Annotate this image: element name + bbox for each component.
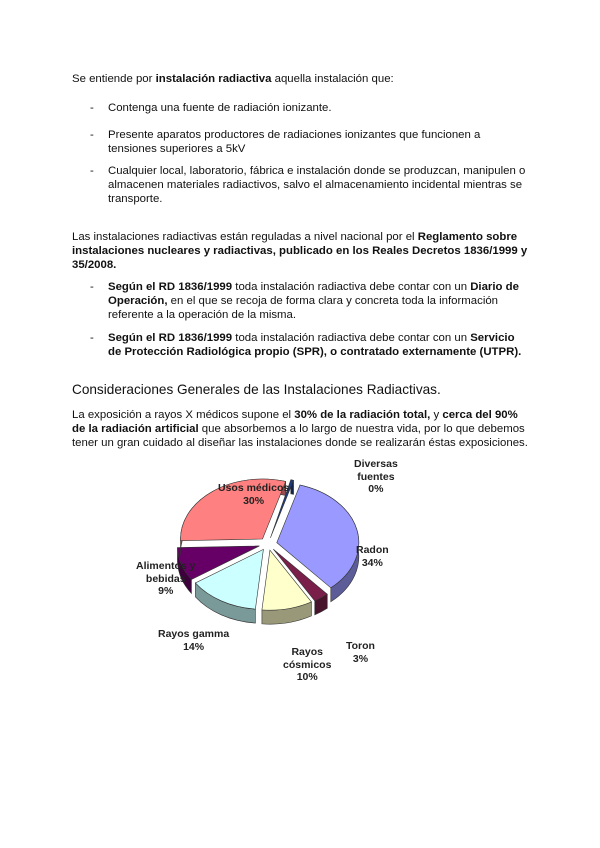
pie-slice-value: 10%: [296, 671, 318, 683]
bold-term: Servicio de Protección Radiológica propio (SPR), o contratado externamente (UTPR).: [108, 332, 522, 358]
pie-slice-value: 0%: [368, 483, 384, 495]
document-page: Se entiende por instalación radiactiva aquella instalación que: - Contenga una fuente de radiación ionizante. - Presente aparatos productores de radiaciones ionizantes que funcionen a tensiones superiores a 5kV - Cualquier local, laboratorio, fábrica e instalación donde se produzcan, manipulen o almacenen materiales radiactivos, salvo el almacenamiento incidental mientras se transporte. Las instalaciones radiactivas están reguladas a nivel nacional por el Reglamento sobre instalaciones nucleares y radiactivas, publicado en los Reales Decretos 1836/1999 y 35/2008. - Según el RD 1836/1999 toda instalación radiactiva debe contar con un Diario de Operación, en el que se recoja de forma clara y concreta toda la información referente a la operación de la misma. - Según el RD 1836/1999 toda instalación radiactiva debe contar con un Servicio de Protección Radiológica propio (SPR), o contratado externamente (UTPR). Consideraciones Generales de las Instalaciones Radiactivas. La exposición a rayos X médicos supone el 30% de la radiación total, y cerca del 90% de la radiación artificial que absorbemos a lo largo de nuestra vida, por lo que debemos tener un gran cuidado al diseñar las instalaciones donde se realizarán éstas exposiciones. Diversas fuentes 0% Radon 34% Toron 3% Rayos cósmicos 10% Rayos gamma 14% Alimentos y bebidas 9% Usos médicos 30%: [0, 0, 600, 848]
regulation-paragraph: [72, 230, 532, 272]
pie-slice-label: Rayos cósmicos 10%: [283, 646, 332, 683]
bold-text: cerca del 90% de la radiación artificial: [72, 409, 518, 435]
pie-slice-value: 30%: [243, 494, 265, 507]
bold-term: Diario de Operación,: [108, 281, 519, 307]
pie-slice-label: Diversas fuentes 0%: [354, 458, 398, 495]
intro-paragraph: [72, 72, 542, 86]
intro-bold: instalación radiactiva: [155, 73, 272, 85]
intro-post: aquella instalación que:: [271, 73, 394, 85]
pie-chart: [118, 452, 398, 692]
list-item-text: Contenga una fuente de radiación ionizante.: [108, 102, 332, 114]
pie-slice-label: Toron 3%: [346, 640, 375, 665]
regulation-bold: Reglamento sobre instalaciones nucleares y radiactivas, publicado en los Reales Decretos 1836/1999 y 35/2008.: [72, 231, 528, 271]
pie-slice-value: 34%: [361, 556, 383, 569]
plain-text: La exposición a rayos X médicos supone el: [72, 409, 295, 421]
pie-slice-label: Usos médicos 30%: [218, 482, 290, 507]
intro-pre: Se entiende por: [72, 73, 156, 85]
list-item-text: [108, 331, 528, 359]
plain-text: y: [430, 409, 443, 421]
pie-slice-label: Alimentos y bebidas 9%: [136, 560, 196, 597]
list-item-text: Presente aparatos productores de radiaciones ionizantes que funcionen a tensiones superiores a 5kV: [108, 129, 481, 155]
list-item-text: Cualquier local, laboratorio, fábrica e instalación donde se produzcan, manipulen o almacenen materiales radiactivos, salvo el almacenamiento incidental mientras se transporte.: [108, 165, 526, 205]
plain-text: en el que se recoja de forma clara y concreta toda la información referente a la operación de la misma.: [108, 295, 499, 321]
pie-slice-label: Radon 34%: [356, 544, 389, 569]
regulation-pre: Las instalaciones radiactivas están reguladas a nivel nacional por el: [72, 231, 418, 243]
pie-slice-value: 9%: [158, 585, 174, 597]
pie-slice-value: 3%: [352, 652, 369, 665]
pie-slice-label: Rayos gamma 14%: [158, 628, 230, 653]
pie-slice-value: 14%: [183, 640, 205, 653]
list-item-text: [108, 280, 528, 322]
plain-text: toda instalación radiactiva debe contar con un: [232, 281, 471, 293]
plain-text: toda instalación radiactiva debe contar con un: [232, 332, 471, 344]
bold-ref: Según el RD 1836/1999: [108, 332, 233, 344]
section-heading: Consideraciones Generales de las Instalaciones Radiactivas.: [72, 382, 441, 397]
exposure-paragraph: [72, 408, 532, 450]
bold-ref: Según el RD 1836/1999: [108, 281, 233, 293]
plain-text: que absorbemos a lo largo de nuestra vida, por lo que debemos tener un gran cuidado al diseñar las instalaciones donde se realizarán éstas exposiciones.: [72, 423, 528, 449]
bold-text: 30% de la radiación total,: [294, 409, 431, 421]
